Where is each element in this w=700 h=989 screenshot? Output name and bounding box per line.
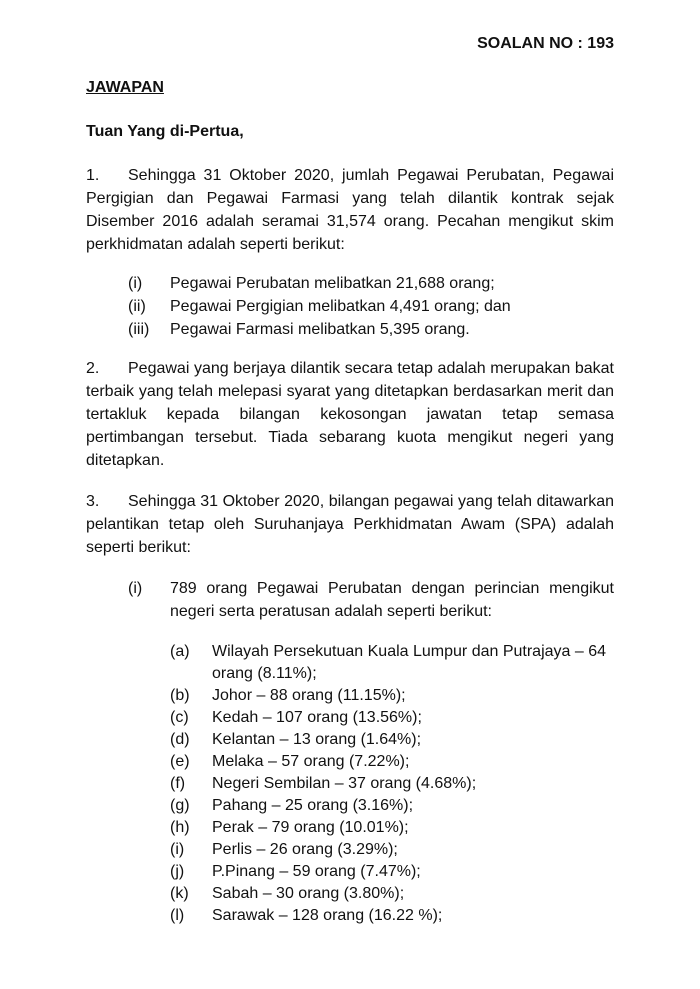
- list-item: [170, 729, 614, 751]
- paragraph-number: 3.: [86, 493, 100, 510]
- paragraph-text: Pegawai yang berjaya dilantik secara tetap adalah merupakan bakat terbaik yang telah melepasi syarat yang ditetapkan berdasarkan merit dan tertakluk kepada bilangan kekosongan jawatan tetap semasa pertimbangan tersebut. Tiada sebarang kuota mengikut negeri yang ditetapkan.: [86, 360, 614, 469]
- paragraph-3: [86, 490, 614, 559]
- paragraph-2: [86, 357, 614, 472]
- paragraph-number: 1.: [86, 167, 100, 184]
- list-text: Pegawai Pergigian melibatkan 4,491 orang; dan: [170, 298, 511, 315]
- answer-heading: JAWAPAN: [86, 79, 164, 96]
- list-marker: (l): [170, 907, 185, 924]
- list-marker: (h): [170, 819, 190, 836]
- list-marker: (d): [170, 731, 190, 748]
- list-text: P.Pinang – 59 orang (7.47%);: [212, 863, 421, 880]
- list-text: Wilayah Persekutuan Kuala Lumpur dan Putrajaya – 64: [212, 643, 607, 660]
- list-marker: (j): [170, 863, 185, 880]
- list-text: Negeri Sembilan – 37 orang (4.68%);: [212, 775, 477, 792]
- sub-item-medical-officers: [128, 577, 614, 623]
- list-item: [170, 641, 614, 685]
- list-text: Kedah – 107 orang (13.56%);: [212, 709, 422, 726]
- list-text: Kelantan – 13 orang (1.64%);: [212, 731, 422, 748]
- list-item: [128, 318, 614, 341]
- list-marker: (iii): [128, 321, 150, 338]
- list-text: Pegawai Farmasi melibatkan 5,395 orang.: [170, 321, 470, 338]
- list-item: [170, 861, 614, 883]
- list-marker: (f): [170, 775, 186, 792]
- list-item: [170, 707, 614, 729]
- paragraph-text: Sehingga 31 Oktober 2020, jumlah Pegawai Perubatan, Pegawai Pergigian dan Pegawai Farmasi yang telah dilantik kontrak sejak Disember 2016 adalah seramai 31,574 orang. Pecahan mengikut skim perkhidmatan adalah seperti berikut:: [86, 167, 614, 253]
- list-marker: (g): [170, 797, 190, 814]
- list-text: Pegawai Perubatan melibatkan 21,688 orang;: [170, 275, 495, 292]
- list-item: [170, 817, 614, 839]
- list-marker: (i): [128, 580, 143, 597]
- list-marker: (i): [128, 275, 143, 292]
- list-marker: (e): [170, 753, 190, 770]
- list-item: [170, 751, 614, 773]
- service-scheme-list: [128, 272, 614, 341]
- list-marker: (i): [170, 841, 185, 858]
- list-item: [170, 773, 614, 795]
- paragraph-number: 2.: [86, 360, 100, 377]
- paragraph-text: Sehingga 31 Oktober 2020, bilangan pegawai yang telah ditawarkan pelantikan tetap oleh Suruhanjaya Perkhidmatan Awam (SPA) adalah seperti berikut:: [86, 493, 614, 556]
- list-item: [170, 905, 614, 927]
- list-item: [170, 685, 614, 707]
- list-item: [170, 795, 614, 817]
- list-item: [170, 839, 614, 861]
- list-text: Perlis – 26 orang (3.29%);: [212, 841, 398, 858]
- list-text: Pahang – 25 orang (3.16%);: [212, 797, 414, 814]
- list-marker: (ii): [128, 298, 146, 315]
- list-text: 789 orang Pegawai Perubatan dengan perincian mengikut negeri serta peratusan adalah seperti berikut:: [170, 580, 614, 620]
- list-item: [128, 272, 614, 295]
- list-text: Melaka – 57 orang (7.22%);: [212, 753, 410, 770]
- salutation: Tuan Yang di-Pertua,: [86, 123, 244, 140]
- list-marker: (a): [170, 643, 190, 660]
- list-marker: (b): [170, 687, 190, 704]
- list-text: Sabah – 30 orang (3.80%);: [212, 885, 405, 902]
- question-number: SOALAN NO : 193: [477, 35, 614, 52]
- list-marker: (k): [170, 885, 189, 902]
- list-item: [128, 295, 614, 318]
- list-item: [170, 883, 614, 905]
- paragraph-1: [86, 164, 614, 256]
- list-text: Sarawak – 128 orang (16.22 %);: [212, 907, 443, 924]
- state-breakdown-list: [170, 641, 614, 927]
- list-text: Perak – 79 orang (10.01%);: [212, 819, 409, 836]
- list-text-continued: orang (8.11%);: [212, 665, 317, 682]
- list-text: Johor – 88 orang (11.15%);: [212, 687, 406, 704]
- list-marker: (c): [170, 709, 189, 726]
